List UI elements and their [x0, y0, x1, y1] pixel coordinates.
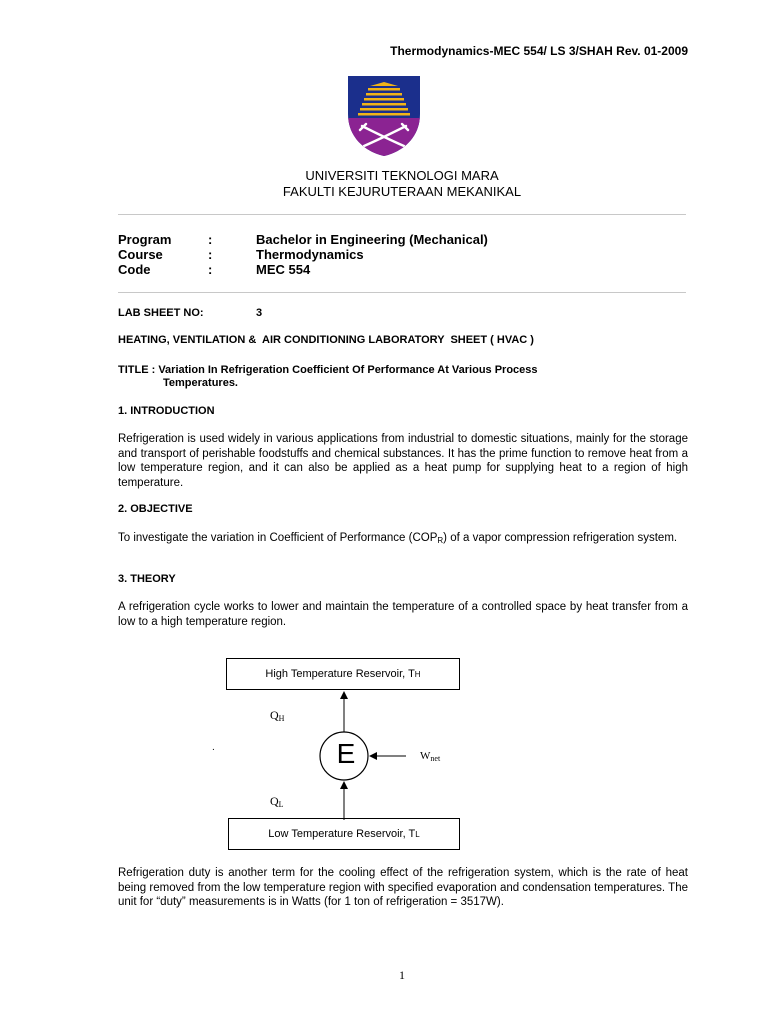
title-line-2: Temperatures. [163, 377, 238, 389]
engine-label: E [336, 738, 356, 769]
program-value: Bachelor in Engineering (Mechanical) [256, 232, 488, 247]
objective-text-end: ) of a vapor compression refrigeration system. [443, 532, 678, 544]
q-high-subscript: H [278, 714, 285, 723]
work-subscript: net [430, 754, 441, 763]
stray-mark: . [212, 742, 215, 753]
high-reservoir-subscript: H [414, 669, 421, 679]
work-symbol: W [420, 750, 431, 762]
document-reference: Thermodynamics-MEC 554/ LS 3/SHAH Rev. 01-2009 [390, 44, 688, 58]
theory-heading: 3. THEORY [118, 573, 176, 585]
course-label: Course [118, 247, 163, 262]
introduction-heading: 1. INTRODUCTION [118, 405, 215, 417]
q-high-arrowhead [340, 691, 348, 699]
sheet-heading: HEATING, VENTILATION & AIR CONDITIONING LABORATORY SHEET ( HVAC ) [118, 334, 534, 346]
title-line-1: TITLE : Variation In Refrigeration Coefficient Of Performance At Various Process [118, 364, 538, 376]
high-reservoir-label: High Temperature Reservoir, T [265, 668, 415, 680]
code-colon: : [208, 262, 213, 277]
work-arrowhead [369, 752, 377, 760]
divider [118, 292, 686, 293]
code-label: Code [118, 262, 151, 277]
code-value: MEC 554 [256, 262, 311, 277]
divider [118, 214, 686, 215]
lab-sheet-label: LAB SHEET NO: [118, 307, 204, 319]
q-high-label [270, 708, 284, 723]
q-low-subscript: L [278, 800, 284, 809]
objective-text [118, 531, 688, 549]
objective-subscript: R [437, 536, 444, 545]
low-reservoir-label: Low Temperature Reservoir, T [268, 828, 416, 840]
low-reservoir-subscript: L [415, 829, 420, 839]
refrigeration-duty-text: Refrigeration duty is another term for the cooling effect of the refrigeration system, which is the rate of heat being removed from the low temperature region with specified evaporation and condensation temperatures. The unit for “duty” measurements is in Watts (for 1 ton of refrigeration = 3517W). [118, 867, 688, 908]
introduction-text: Refrigeration is used widely in various applications from industrial to domestic situations, mainly for the storage and transport of perishable foodstuffs and chemical substances. It has the prime function to remove heat from a low temperature region, and it can also be applied as a heat pump for supplying heat to a region of high temperature. [118, 433, 688, 489]
lab-sheet-number: 3 [256, 307, 263, 319]
low-temperature-reservoir [228, 818, 460, 850]
program-colon: : [208, 232, 213, 247]
objective-heading: 2. OBJECTIVE [118, 503, 193, 515]
q-low-label [270, 794, 284, 809]
course-colon: : [208, 247, 213, 262]
q-high-symbol: Q [270, 708, 279, 722]
uitm-crest-icon [346, 74, 422, 158]
work-net-label [420, 750, 440, 763]
q-low-arrowhead [340, 781, 348, 789]
course-value: Thermodynamics [256, 247, 364, 262]
program-label: Program [118, 232, 172, 247]
university-name: UNIVERSITI TEKNOLOGI MARA [305, 168, 499, 183]
theory-text: A refrigeration cycle works to lower and maintain the temperature of a controlled space by heat transfer from a low to a high temperature region. [118, 601, 688, 628]
q-low-symbol: Q [270, 794, 279, 808]
page-number: 1 [399, 968, 405, 982]
faculty-name: FAKULTI KEJURUTERAAN MEKANIKAL [282, 184, 522, 199]
objective-text-start: To investigate the variation in Coefficient of Performance (COP [118, 532, 438, 544]
